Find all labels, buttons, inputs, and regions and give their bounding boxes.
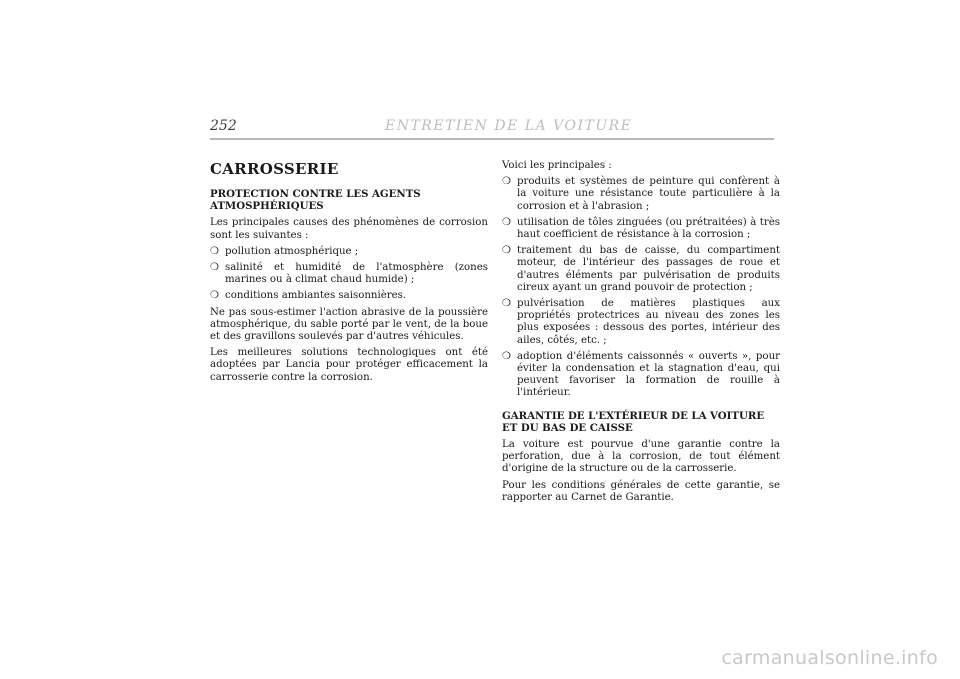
header-divider (210, 138, 774, 140)
list-item-text: produits et systèmes de peinture qui confèrent à la voiture une résistance toute particulière à la corrosion et à l'abrasion ; (517, 176, 780, 212)
list-item (502, 298, 780, 347)
list-item (502, 176, 780, 213)
section-title: CARROSSERIE (210, 160, 339, 178)
subheading-warranty: GARANTIE DE L'EXTÉRIEUR DE LA VOITURE ET DU BAS DE CAISSE (502, 409, 765, 434)
circle-bullet-icon: ❍ (502, 176, 512, 188)
list-item-text: pulvérisation de matières plastiques aux propriétés protectrices au niveau des zones les plus exposées : dessous des portes, intérieur des ailes, côtés, etc. ; (517, 298, 780, 346)
paragraph-solutions: Les meilleures solutions technologiques ont été adoptées par Lancia pour protéger efficacement la carrosserie contre la corrosion. (210, 347, 488, 383)
circle-bullet-icon: ❍ (210, 245, 220, 257)
list-item-text: pollution atmosphérique ; (225, 245, 359, 257)
subheading-protection: PROTECTION CONTRE LES AGENTS ATMOSPHÉRIQUES (210, 188, 421, 213)
list-item (210, 290, 488, 302)
list-item-text: utilisation de tôles zinguées (ou prétraitées) à très haut coefficient de résistance à la corrosion ; (517, 216, 780, 241)
list-item-text: traitement du bas de caisse, du compartiment moteur, de l'intérieur des passages de roue et d'autres éléments par pulvérisation de produits cireux ayant un grand pouvoir de protection ; (517, 245, 780, 293)
list-item (210, 246, 488, 258)
list-item (502, 217, 780, 241)
paragraph-abrasion: Ne pas sous-estimer l'action abrasive de la poussière atmosphérique, du sable porté par le vent, de la boue et des gravillons soulevés par d'autres véhicules. (210, 306, 488, 343)
list-item-text: salinité et humidité de l'atmosphère (zones marines ou à climat chaud humide) ; (225, 262, 488, 286)
list-item (210, 262, 488, 286)
circle-bullet-icon: ❍ (502, 245, 512, 257)
list-item (502, 351, 780, 400)
paragraph-intro: Les principales causes des phénomènes de corrosion sont les suivantes : (210, 217, 488, 241)
list-item-text: adoption d'éléments caissonnés « ouverts », pour éviter la condensation et la stagnation d'eau, qui peuvent favoriser la formation de rouille à l'intérieur. (517, 350, 780, 399)
bullet-list-solutions (502, 176, 780, 399)
paragraph-warranty-terms: Pour les conditions générales de cette garantie, se rapporter au Carnet de Garantie. (502, 479, 780, 503)
list-item (502, 245, 780, 294)
circle-bullet-icon: ❍ (210, 262, 220, 274)
circle-bullet-icon: ❍ (210, 290, 220, 302)
page-number: 252 (210, 118, 237, 134)
paragraph-warranty: La voiture est pourvue d'une garantie contre la perforation, due à la corrosion, de tout élément d'origine de la structure ou de la carrosserie. (502, 439, 780, 475)
left-column (210, 160, 488, 388)
page-header (210, 118, 774, 134)
bullet-list-causes (210, 246, 488, 303)
right-column (502, 160, 780, 508)
circle-bullet-icon: ❍ (502, 350, 512, 362)
watermark-text: carmanualsonline.info (721, 647, 938, 669)
circle-bullet-icon: ❍ (502, 216, 512, 228)
list-item-text: conditions ambiantes saisonnières. (225, 290, 407, 302)
running-title: ENTRETIEN DE LA VOITURE (385, 118, 633, 134)
paragraph-principal-intro: Voici les principales : (502, 160, 612, 171)
circle-bullet-icon: ❍ (502, 298, 512, 310)
